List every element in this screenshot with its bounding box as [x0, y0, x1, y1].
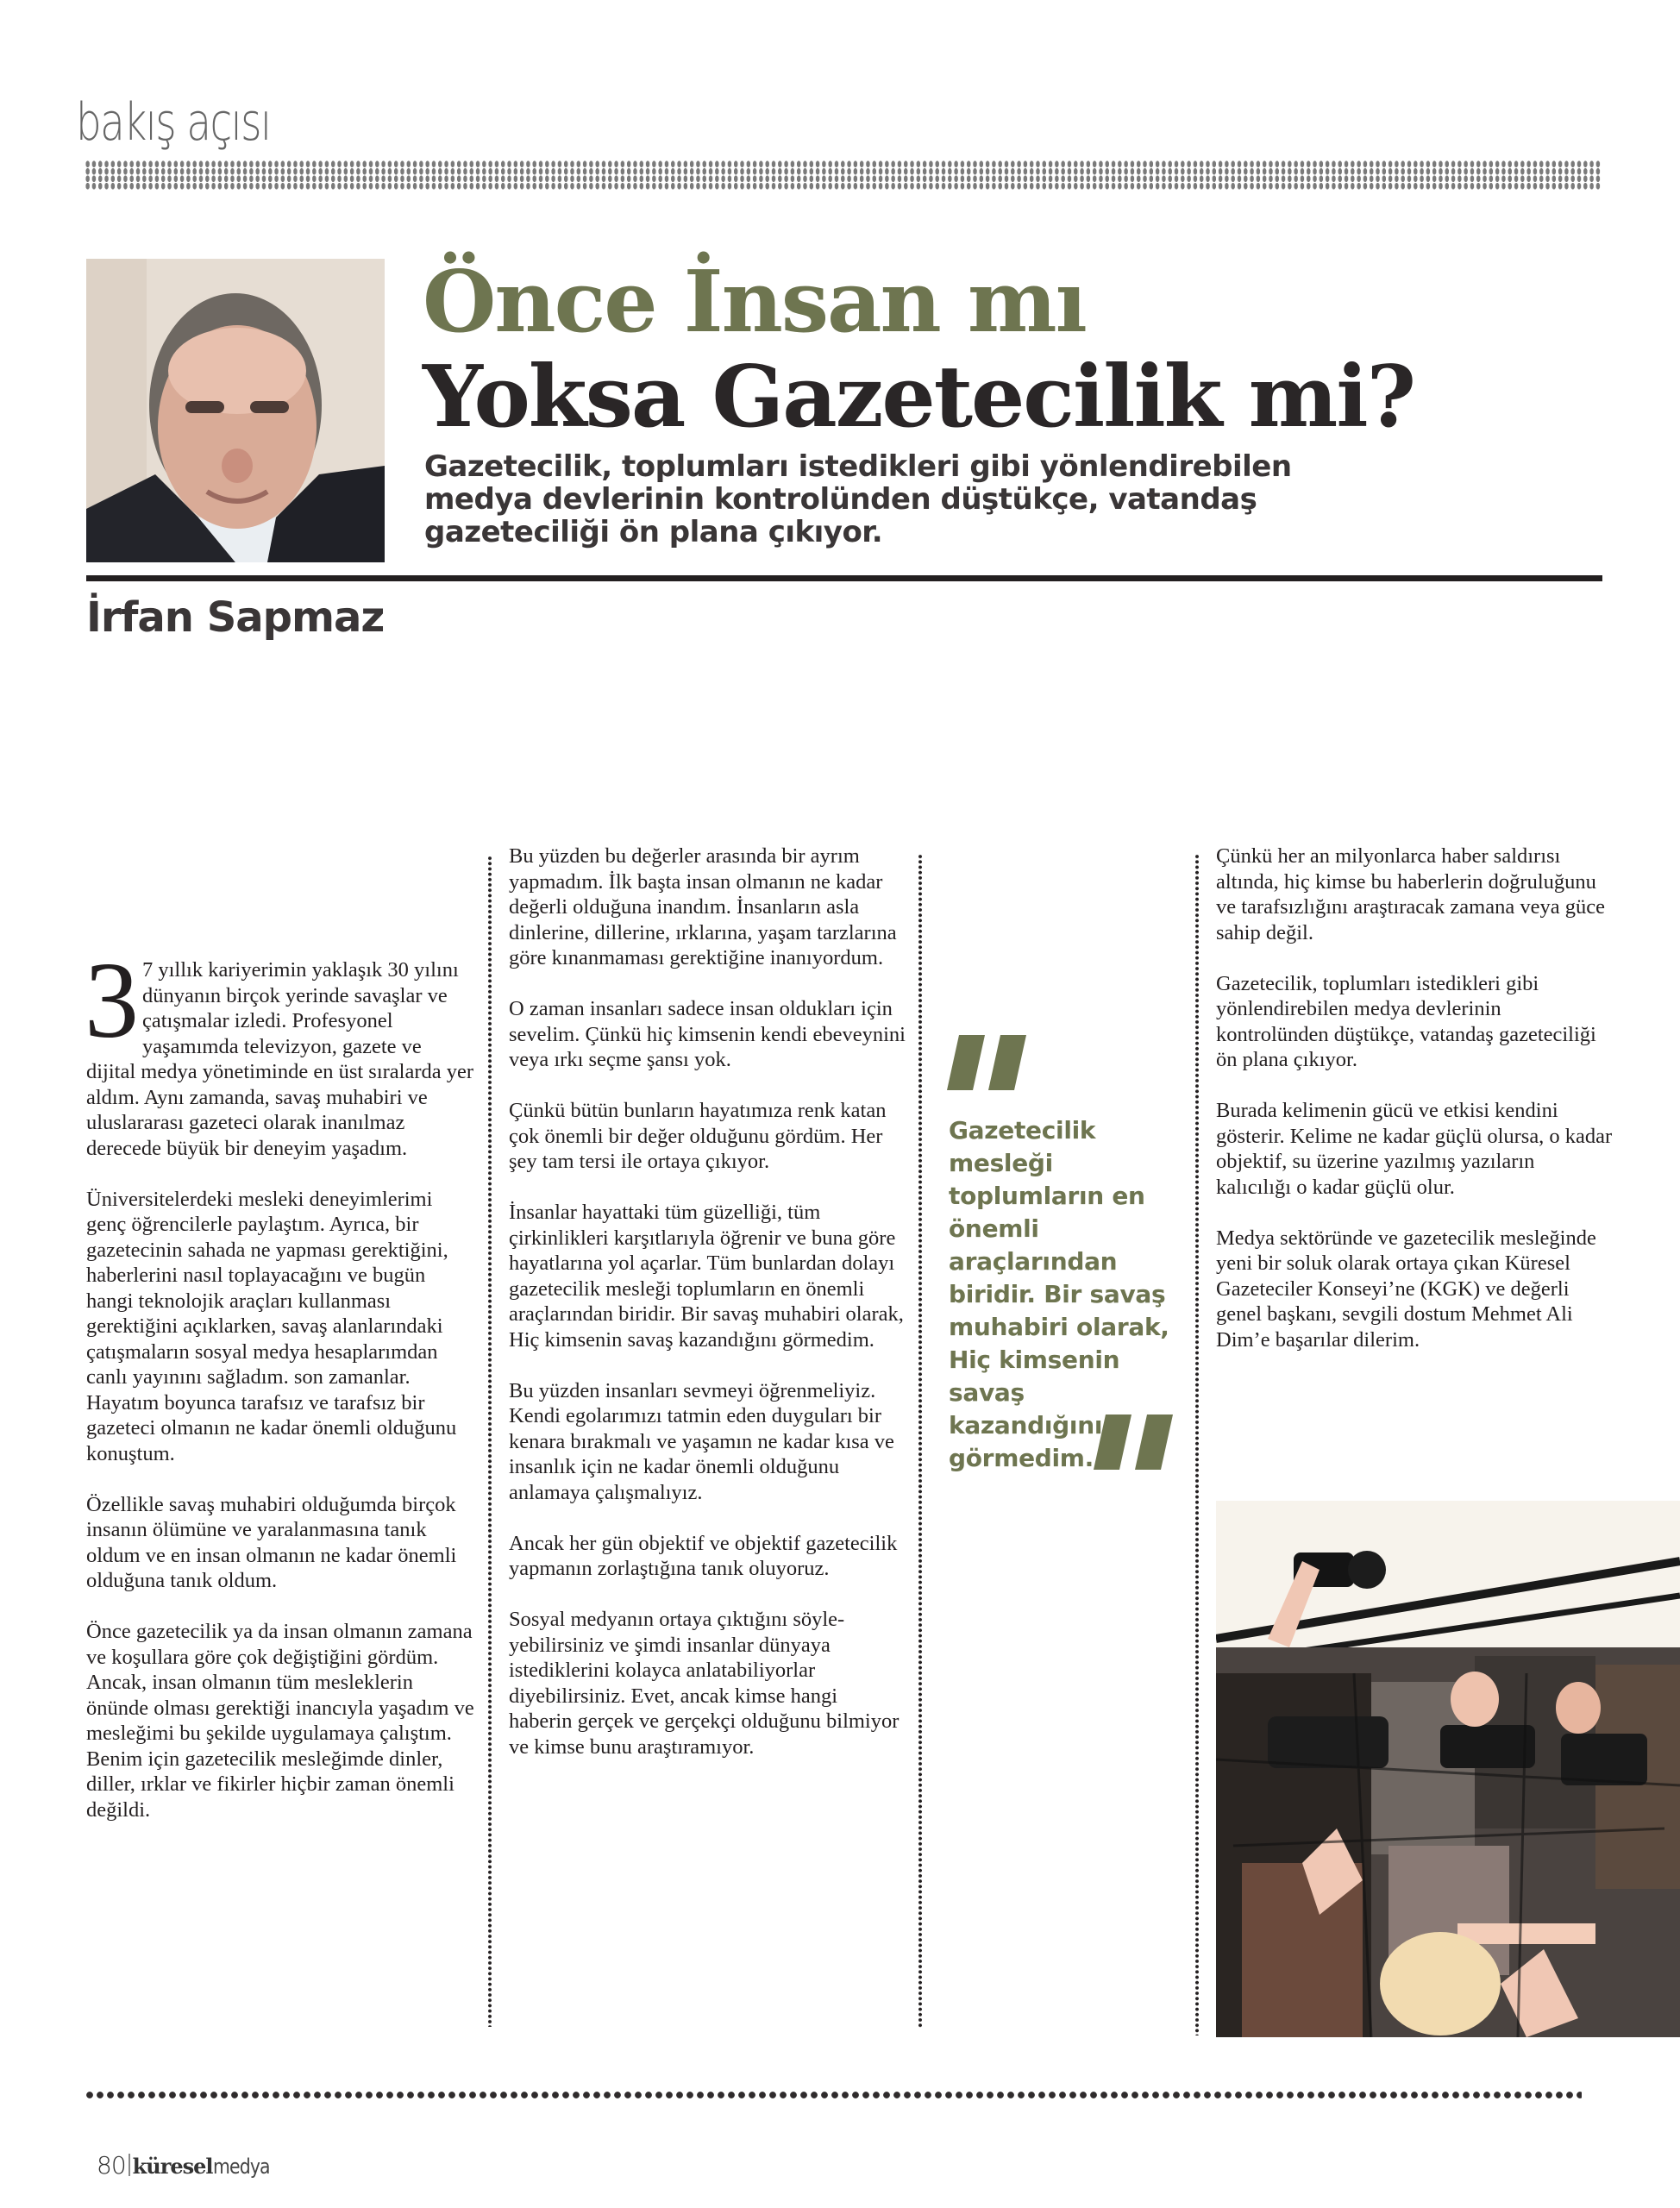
footer-dot-rule: [85, 2091, 1582, 2099]
article-deck: Gazetecilik, toplumları istedikleri gibi yönlendirebilen medya devlerinin kontrolünden düştükçe, vatandaş gazeteciliği ön plana çıkıyor.: [424, 449, 1292, 549]
header-rule: [86, 575, 1602, 581]
paragraph: Özellikle savaş muhabiri olduğumda birçok insanın ölümüne ve yaralanmasına tanık oldum ve en insan olmanın ne kadar önemli olduğuna tanık oldum.: [86, 1492, 457, 1592]
paragraph: Gazetecilik, toplumları istedikleri gibi yönlendirebilen medya devlerinin kontrolünden düştükçe, vatandaş gazeteciliği ön plana çıkıyor.: [1216, 971, 1596, 1071]
section-label: bakış açısı: [76, 92, 271, 153]
crowd-illustration-image: [1216, 1501, 1680, 2037]
article-column-2: [509, 844, 906, 1785]
paragraph: O zaman insanları sadece insan oldukları için sevelim. Çünkü hiç kimsenin kendi ebeveynini veya ırkı seçme şansı yok.: [509, 997, 906, 1071]
drop-cap: 3: [85, 941, 139, 1061]
paragraph: Çünkü bütün bunların hayatımıza renk katan çok önemli bir değer olduğunu gördüm. Her şey tam tersi ile ortaya çıkıyor.: [509, 1099, 887, 1173]
headline-line-2: Yoksa Gazetecilik mi?: [423, 348, 1415, 447]
article-column-3: [1216, 844, 1613, 1378]
column-divider: [1195, 854, 1199, 2036]
open-quote-icon: [947, 1035, 1030, 1090]
author-photo: [86, 259, 385, 562]
paragraph: Sosyal medyanın ortaya çıktığını söyleyebilirsiniz ve şimdi insanlar dünyaya istediklerini kolayca anlatabiliyorlar diyebilirsiniz. Evet, ancak kimse hangi haberin gerçek ve gerçekçi olduğunu bilmiyor ve kimse bunu araştıramıyor.: [509, 1608, 900, 1759]
paragraph: Burada kelimenin gücü ve etkisi kendini gösterir. Kelime ne kadar güçlü olursa, o kadar objektif, su üzerine yazılmış yazıların kalıcılığı o kadar güçlü olur.: [1216, 1099, 1613, 1199]
close-quote-icon: [1094, 1414, 1176, 1470]
paragraph: Önce gazetecilik ya da insan olmanın zamana ve koşullara göre çok değiştiğini gördüm. Ancak, insan olmanın tüm mesleklerin önünde olması gerektiği inancıyla yaşadım ve mesleğimi bu şekilde uygulamaya çalıştım. Benim için gazetecilik mesleğimde dinler, diller, ırklar ve fikirler hiçbir zaman önemli değildi.: [86, 1620, 474, 1822]
headline-line-1: Önce İnsan mı: [423, 253, 1086, 352]
page-footer: [97, 2151, 279, 2178]
author-byline: İrfan Sapmaz: [86, 593, 385, 642]
paragraph: [85, 941, 474, 1161]
journalists-illustration: [1216, 1501, 1680, 2037]
pull-quote: Gazetecilik mesleği toplumların en önemli araçlarından biridir. Bir savaş muhabiri olarak, Hiç kimsenin savaş kazandığını görmedim.: [949, 1116, 1169, 1472]
column-divider: [488, 856, 492, 2027]
paragraph: İnsanlar hayattaki tüm güzelliği, tüm çirkinlikleri karşıtlarıyla öğrenir ve buna göre hayatlarına yol açarlar. Tüm bunlardan dolayı gazetecilik mesleği toplumların en önemli araçlarından biridir. Bir savaş muhabiri olarak, Hiç kimsenin savaş kazandığını görmedim.: [509, 1201, 904, 1352]
paragraph: Üniversitelerdeki mesleki deneyimlerimi genç öğrencilerle paylaştım. Ayrıca, bir gazetecinin sahada ne yapması gerektiğini, haberlerini nasıl toplayacağını ve bugün hangi teknolojik araçları kullanması gerektiğini açıklarken, savaş alanlarındaki çatışmaların sosyal medya hesaplarımdan canlı yayınını sağladım. son zamanlar. Hayatım boyunca tarafsız ve tarafsız bir gazeteci olmanın ne kadar önemli olduğunu konuştum.: [86, 1187, 457, 1465]
paragraph: Bu yüzden bu değerler arasında bir ayrım yapmadım. İlk başta insan olmanın ne kadar değerli olduğuna inandım. İnsanların asla dinlerine, dillerine, ırklarına, yaşam tarzlarına göre kınanmaması gerektiğine inanıyordum.: [509, 844, 897, 969]
brand-name-bold: küresel: [132, 2154, 213, 2179]
portrait-image: [86, 259, 385, 562]
paragraph: Bu yüzden insanları sevmeyi öğrenmeliyiz. Kendi egolarımızı tatmin eden duyguları bir kenara bırakmalı ve yaşamın ne kadar kısa ve insanlık için ne kadar önemli olduğunu anlamaya çalışmalıyız.: [509, 1378, 894, 1504]
column-divider: [918, 854, 922, 2029]
footer-separator: [129, 2154, 130, 2176]
paragraph: Çünkü her an milyonlarca haber saldırısı altında, hiç kimse bu haberlerin doğruluğunu ve tarafsızlığını araştıracak zamana veya güce sahip değil.: [1216, 844, 1605, 944]
page-number: 80: [97, 2151, 126, 2180]
paragraph-text: 7 yıllık kariyerimin yaklaşık 30 yılını dünyanın birçok yerinde savaşlar ve çatışmalar izledi. Profesyonel yaşamımda televizyon, gazete ve dijital medya yönetiminde en üst sıralarda yer aldım. Aynı zamanda, savaş muhabiri ve uluslararası gazeteci olarak inanılmaz derecede büyük bir deneyim yaşadım.: [86, 958, 474, 1160]
brand-name-light: medya: [212, 2155, 270, 2179]
paragraph: Medya sektöründe ve gazetecilik mesleğinde yeni bir soluk olarak ortaya çıkan Küresel Gazeteciler Konseyi’ne (KGK) ve değerli genel başkanı, sevgili dostum Mehmet Ali Dim’e başarılar dilerim.: [1216, 1226, 1596, 1352]
header-dot-pattern: [85, 160, 1602, 190]
paragraph: Ancak her gün objektif ve objektif gazetecilik yapmanın zorlaştığına tanık oluyoruz.: [509, 1531, 898, 1580]
article-column-1: [85, 941, 474, 1848]
